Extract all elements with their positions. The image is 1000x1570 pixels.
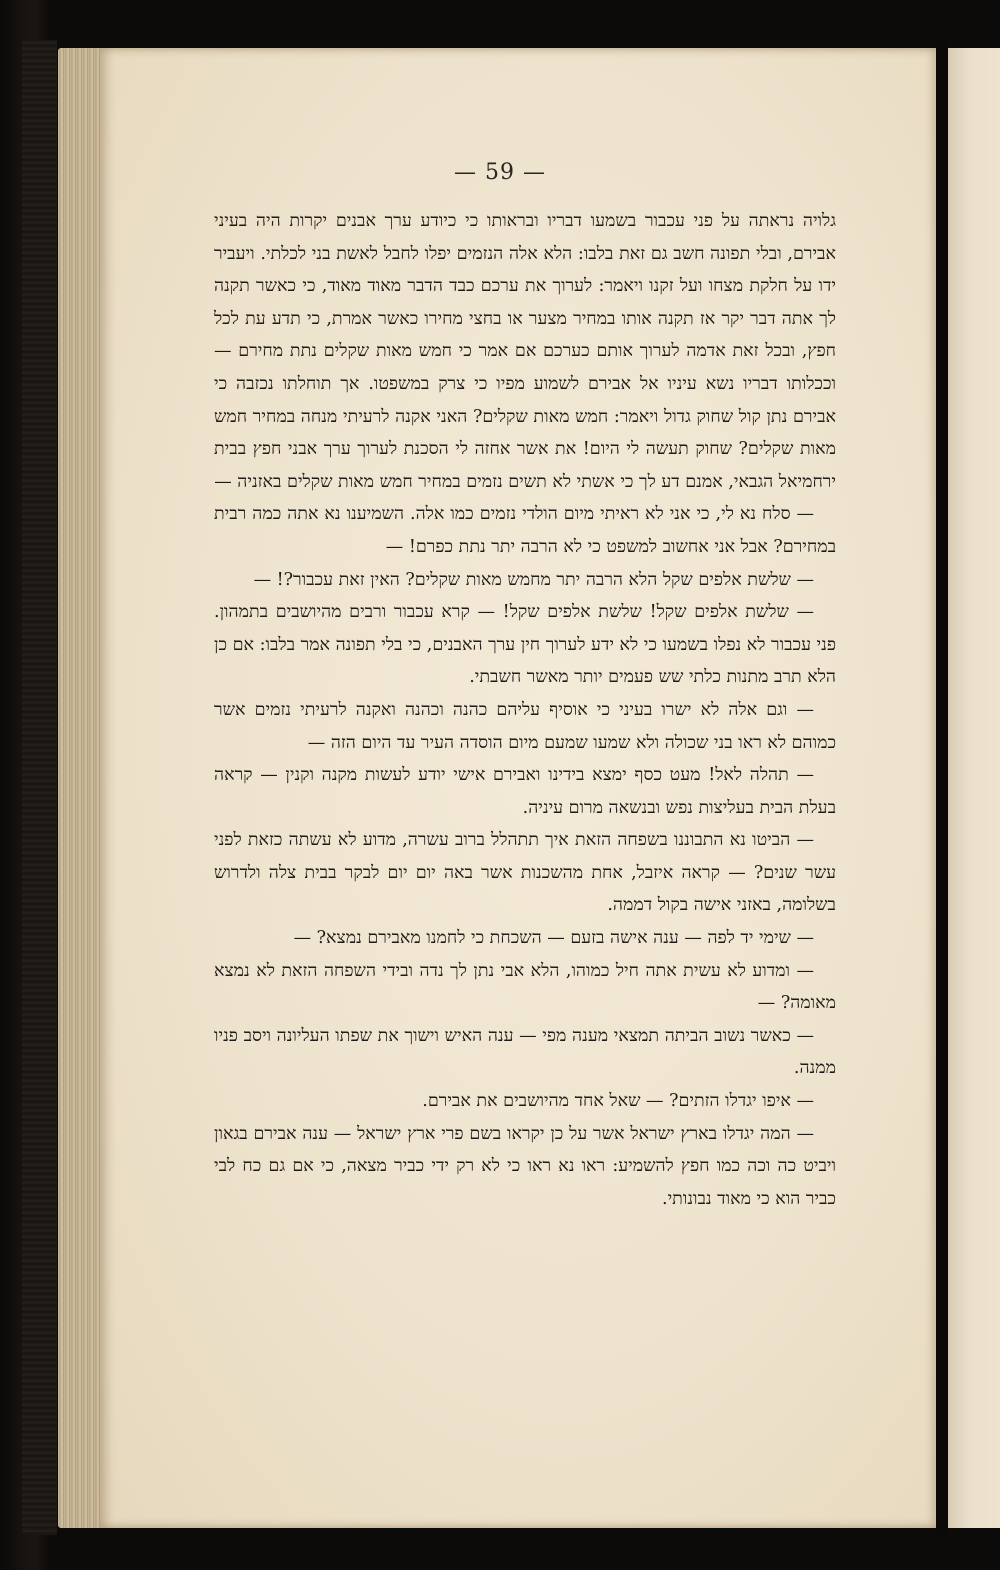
page-edges (58, 48, 106, 1528)
text-column (214, 205, 836, 1295)
page-number: — 59 — (454, 160, 546, 185)
paragraph-1: גלויה נראתה על פני עכבור בשמעו דבריו ובראותו כי כיודע ערך אבנים יקרות היה בעיני אבירם, ובלי תפונה חשב גם זאת בלבו: הלא אלה הנזמים יפלו לחבל לאשת בני לכלתי. ויעביר ידו על חלקת מצחו ועל זקנו ויאמר: לערוך את ערכם כבד הדבר מאוד מאוד, כי כאשר תקנה לך אתה דבר יקר אז תקנה אותו במחיר מצער או בחצי מחירו כאשר אמרת, כי תדע עת לכל חפץ, ובכל זאת אדמה לערוך אותם כערכם אם אמר כי חמש מאות שקלים נתת מחירם — וככלותו דבריו נשא עיניו אל אבירם לשמוע מפיו כי צרק במשפטו. אך תוחלתו נכזבה כי אבירם נתן קול שחוק גדול ויאמר: חמש מאות שקלים? האני אקנה לרעיתי מנחה במחיר חמש מאות שקלים? שחוק תעשה לי היום! את אשר אחזה לי הסכנת לערוך ערך אבני חפץ בבית ירחמיאל הגבאי, אמנם דע לך כי אשתי לא תשים נזמים במחיר חמש מאות שקלים באזניה — (214, 211, 836, 492)
paragraph-2: — סלח נא לי, כי אני לא ראיתי מיום הולדי נזמים כמו אלה. השמיענו נא אתה כמה רבית במחירם? אבל אני אחשוב למשפט כי לא הרבה יתר נתת כפרם! — (214, 504, 836, 557)
paragraph-8: — שימי יד לפה — ענה אישה בזעם — השכחת כי לחמנו מאבירם נמצא? — (293, 928, 814, 949)
paragraph-5: — וגם אלה לא ישרו בעיני כי אוסיף עליהם כהנה וכהנה ואקנה לרעיתי נזמים אשר כמוהם לא ראו בני שכולה ולא שמעו שמעם מיום הוסדה העיר עד היום הזה — (214, 699, 836, 753)
book-binding (22, 40, 57, 1535)
paragraph-10: — כאשר נשוב הביתה תמצאי מענה מפי — ענה האיש וישוך את שפתו העליונה ויסב פניו ממנה. (214, 1025, 836, 1079)
paragraph-11: — איפו יגדלו הזתים? — שאל אחד מהיושבים את אבירם. (422, 1091, 814, 1112)
paragraph-6: — תהלה לאל! מעט כסף ימצא בידינו ואבירם אישי יודע לעשות מקנה וקנין — קראה בעלת הבית בעליצות נפש ובנשאה מרום עיניה. (214, 765, 836, 818)
book-gutter (936, 40, 948, 1535)
paragraph-9: — ומדוע לא עשית אתה חיל כמוהו, הלא אבי נתן לך נדה ובידי השפחה הזאת לא נמצא מאומה? — (214, 960, 836, 1014)
paragraph-3: — שלשת אלפים שקל הלא הרבה יתר מחמש מאות שקלים? האין זאת עכבור?! — (253, 569, 814, 590)
paragraph-12: — המה יגדלו בארץ ישראל אשר על כן יקראו בשם פרי ארץ ישראל — ענה אבירם בגאון ויביט כה וכה כמו חפץ להשמיע: ראו נא ראו כי לא רק ידי כביר מצאה, כי אם גם כח לבי כביר הוא כי מאוד נבונותי. (214, 1123, 836, 1209)
paragraph-7: — הביטו נא התבוננו בשפחה הזאת איך תתהלל ברוב עשרה, מדוע לא עשתה כזאת לפני עשר שנים? — קראה איזבל, אחת מהשכנות אשר באה יום יום לבקר בבית צלה ולדרוש בשלומה, באזני אישה בקול דממה. (214, 830, 836, 916)
facing-page-edge (948, 48, 1000, 1528)
paragraph-4: — שלשת אלפים שקל! שלשת אלפים שקל! — קרא עכבור ורבים מהיושבים בתמהון. פני עכבור לא נפלו בשמעו כי לא ידע לערוך חין ערך האבנים, כי בלי תפונה אמר בלבו: אם כן הלא תרב מתנות כלתי שש פעמים יותר מאשר חשבתי. (214, 602, 836, 688)
